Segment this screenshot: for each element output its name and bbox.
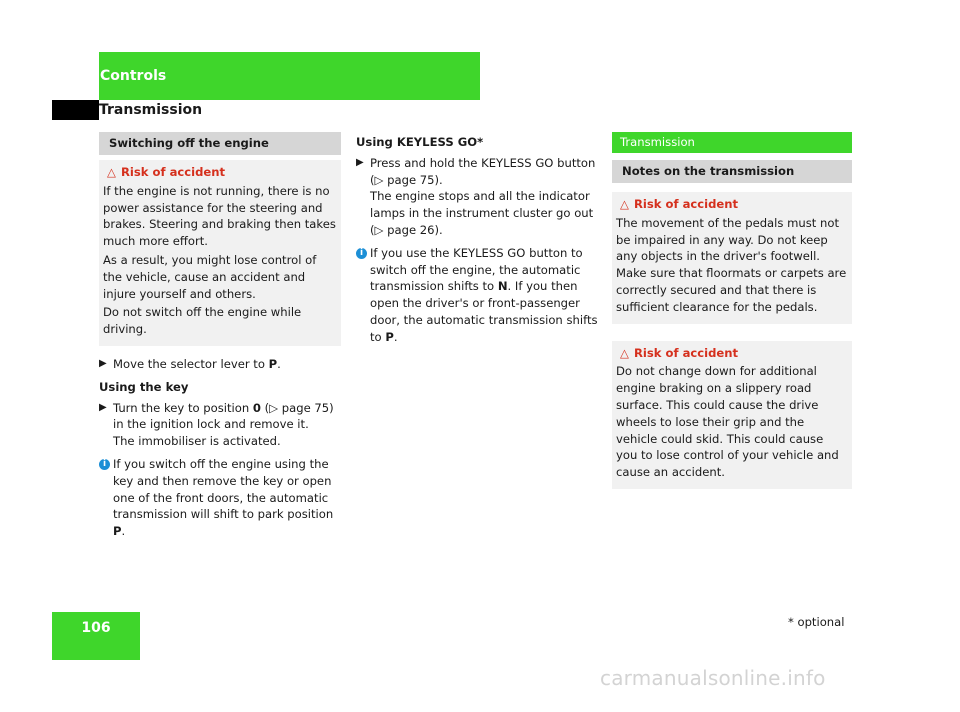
- header-tab-marker: [52, 100, 99, 120]
- warning-text: Do not switch off the engine while driving.: [103, 305, 302, 337]
- subheading-using-key: Using the key: [99, 379, 189, 394]
- column-2: [356, 132, 598, 346]
- step-arrow-icon: ▶: [99, 401, 107, 413]
- info-icon: i: [356, 248, 367, 259]
- footnote: * optional: [788, 615, 845, 629]
- warning-box: [612, 341, 852, 489]
- warning-icon: △: [107, 165, 116, 179]
- column-1: [99, 132, 341, 540]
- section-title: Controls: [100, 68, 167, 84]
- subsection-title: Transmission: [99, 102, 203, 118]
- warning-text: Do not change down for additional engine braking on a slippery road surface. This could cause the drive wheels to lose their grip and the vehicle could skid. This could cause you to lose control of your vehicle and cause an accident.: [616, 364, 839, 480]
- info-note: i If you use the KEYLESS GO button to switch off the engine, the automatic transmission shifts to N. If you then open the driver's or front-passenger door, the automatic transmission shifts to P.: [356, 245, 598, 346]
- step-item: ▶ Press and hold the KEYLESS GO button (▷ page 75). The engine stops and all the indicator lamps in the instrument cluster go out (▷ page 26).: [356, 155, 596, 237]
- info-icon: i: [99, 459, 110, 470]
- step-arrow-icon: ▶: [356, 156, 364, 168]
- warning-box: [612, 192, 852, 324]
- heading-switching-off: Switching off the engine: [99, 132, 341, 155]
- heading-notes-transmission: Notes on the transmission: [612, 160, 852, 183]
- step-item: ▶ Turn the key to position 0 (▷ page 75) in the ignition lock and remove it. The immobiliser is activated.: [99, 400, 334, 449]
- transmission-banner: Transmission: [612, 132, 852, 153]
- info-note: i If you switch off the engine using the key and then remove the key or open one of the front doors, the automatic transmission will shift to park position P.: [99, 456, 341, 540]
- column-3: [612, 132, 852, 489]
- warning-icon: △: [620, 345, 629, 360]
- warning-title: Risk of accident: [121, 165, 226, 179]
- warning-title: Risk of accident: [634, 197, 739, 211]
- warning-text: As a result, you might lose control of the vehicle, cause an accident and injure yourself and others.: [103, 252, 317, 301]
- warning-box: [99, 160, 341, 346]
- warning-text: If the engine is not running, there is no power assistance for the steering and brakes. Steering and braking then takes much more effort.: [103, 183, 336, 249]
- watermark: carmanualsonline.info: [600, 666, 826, 690]
- page-number: 106: [52, 612, 140, 660]
- step-arrow-icon: ▶: [99, 357, 107, 369]
- warning-text: The movement of the pedals must not be impaired in any way. Do not keep any objects in the driver's footwell. Make sure that floormats or carpets are correctly secured and that there is sufficient clearance for the pedals.: [616, 215, 847, 314]
- step-item: ▶ Move the selector lever to P.: [99, 356, 281, 371]
- heading-keyless-go: Using KEYLESS GO*: [356, 135, 484, 149]
- warning-title: Risk of accident: [634, 345, 739, 360]
- warning-icon: △: [620, 197, 629, 211]
